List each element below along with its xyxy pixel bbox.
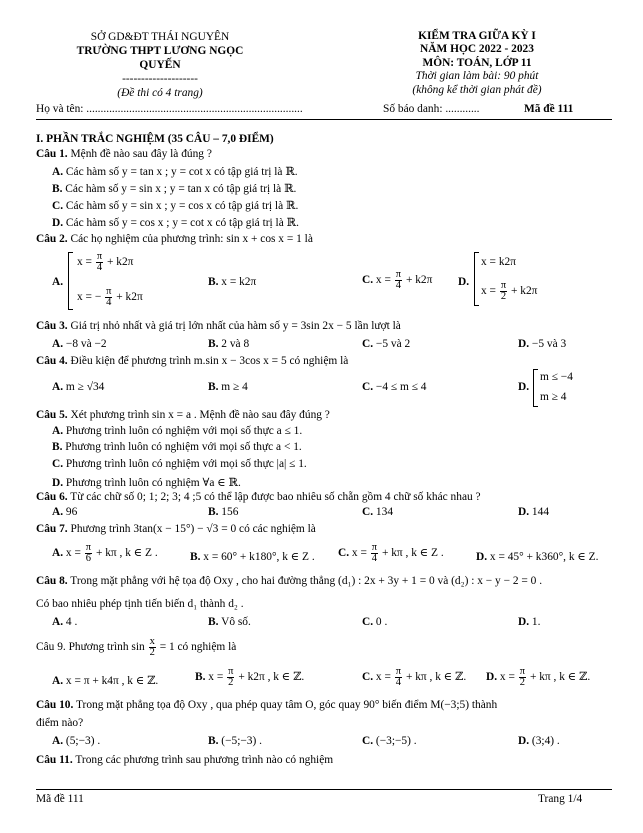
q2-a-line2: x = − $\frac{\pi}{4}$ + k2π	[77, 286, 143, 308]
q6-option-d: D. 144	[518, 506, 550, 518]
student-name-field: Họ và tên: ............................................................................	[36, 103, 303, 115]
section-title: I. PHẦN TRẮC NGHIỆM (35 CÂU – 7,0 ĐIỂM)	[36, 133, 274, 145]
q4-option-d-label: D.	[518, 381, 530, 393]
q5-option-b: B. Phương trình luôn có nghiệm với mọi số thực a < 1.	[52, 441, 302, 453]
page-count-note: (Đề thi có 4 trang)	[117, 87, 203, 99]
q9-option-a: A. x = π + k4π , k ∈ ℤ.	[52, 675, 159, 687]
q7-stem: Câu 7. Phương trình 3tan(x − 15°) − √3 = 0 có các nghiệm là	[36, 523, 316, 535]
q8-option-c: C. 0 .	[362, 616, 388, 628]
q6-stem: Câu 6. Từ các chữ số 0; 1; 2; 3; 4 ;5 có thể lập được bao nhiêu số chẵn gồm 4 chữ số khác nhau ?	[36, 491, 481, 503]
q10-option-b: B. (−5;−3) .	[208, 735, 262, 747]
q5-option-d: D. Phương trình luôn có nghiệm ∀a ∈ ℝ.	[52, 477, 241, 489]
q2-d-bracket	[474, 252, 479, 306]
department-name: SỞ GD&ĐT THÁI NGUYÊN	[90, 31, 230, 43]
exam-code: Mã đề 111	[524, 103, 574, 115]
q5-option-a: A. Phương trình luôn có nghiệm với mọi số thực a ≤ 1.	[52, 425, 303, 437]
header-left	[60, 30, 260, 100]
header-right	[372, 30, 582, 97]
exam-title: KIỂM TRA GIỮA KỲ I	[418, 30, 536, 42]
q10-option-d: D. (3;4) .	[518, 735, 560, 747]
q1-option-d: D. Các hàm số y = cos x ; y = cot x có tập giá trị là ℝ.	[52, 217, 299, 229]
q4-d-line2: m ≥ 4	[540, 391, 567, 403]
q5-option-c: C. Phương trình luôn có nghiệm với mọi số thực |a| ≤ 1.	[52, 458, 307, 470]
q4-option-c: C. −4 ≤ m ≤ 4	[362, 381, 427, 393]
q8-option-b: B. Vô số.	[208, 616, 251, 628]
q4-option-a: A. m ≥ √34	[52, 381, 105, 393]
q4-stem: Câu 4. Điều kiện để phương trình m.sin x − 3cos x = 5 có nghiệm là	[36, 355, 349, 367]
footer-exam-code: Mã đề 111	[36, 793, 84, 805]
q1-option-c: C. Các hàm số y = sin x ; y = cos x có tập giá trị là ℝ.	[52, 200, 299, 212]
header-rule	[36, 119, 612, 120]
q2-a-line1: x = $\frac{\pi}{4}$ + k2π	[77, 251, 134, 273]
q1-option-b: B. Các hàm số y = sin x ; y = tan x có tập giá trị là ℝ.	[52, 183, 297, 195]
q3-option-c: C. −5 và 2	[362, 338, 411, 350]
sbd-field: Số báo danh: ............	[383, 103, 480, 115]
q7-option-d: D. x = 45° + k360°, k ∈ Z.	[476, 551, 599, 563]
q2-stem: Câu 2. Các họ nghiệm của phương trình: sin x + cos x = 1 là	[36, 233, 313, 245]
q8-stem-2: Có bao nhiêu phép tịnh tiến biến d₁ thành d₂ .	[36, 598, 244, 610]
q10-option-a: A. (5;−3) .	[52, 735, 101, 747]
duration: Thời gian làm bài: 90 phút	[415, 70, 539, 83]
q2-a-bracket	[68, 252, 73, 310]
footer-page-number: Trang 1/4	[538, 793, 583, 805]
q2-option-c: C. x = $\frac{\pi}{4}$ + k2π	[362, 269, 433, 291]
q2-option-a-label: A.	[52, 276, 64, 288]
q2-option-d-label: D.	[458, 276, 470, 288]
q2-d-line1: x = k2π	[481, 256, 516, 268]
q6-option-b: B. 156	[208, 506, 239, 518]
q5-stem: Câu 5. Xét phương trình sin x = a . Mệnh đề nào sau đây đúng ?	[36, 409, 330, 421]
school-year: NĂM HỌC 2022 - 2023	[420, 43, 534, 56]
school-name: TRƯỜNG THPT LƯƠNG NGỌC QUYẾN	[76, 45, 244, 71]
q9-option-d: D. x = $\frac{\pi}{2}$ + kπ , k ∈ ℤ.	[486, 666, 591, 688]
q9-stem: Câu 9. Phương trình sin $\frac{x}{2}$ = 1 có nghiệm là	[36, 636, 237, 658]
q7-option-b: B. x = 60° + k180°, k ∈ Z .	[190, 551, 315, 563]
q7-option-a: A. x = $\frac{\pi}{6}$ + kπ , k ∈ Z .	[52, 542, 158, 564]
q4-d-bracket	[533, 369, 538, 407]
header-dashes: --------------------	[122, 73, 198, 85]
q7-option-c: C. x = $\frac{\pi}{4}$ + kπ , k ∈ Z .	[338, 542, 444, 564]
q8-stem-1: Câu 8. Trong mặt phẳng với hệ tọa độ Oxy , cho hai đường thẳng (d₁) : 2x + 3y + 1 = 0 và (d₂) : x − y − 2 = 0 .	[36, 575, 543, 587]
q3-option-a: A. −8 và −2	[52, 338, 107, 350]
q1-option-a: A. Các hàm số y = tan x ; y = cot x có tập giá trị là ℝ.	[52, 166, 298, 178]
q8-option-a: A. 4 .	[52, 616, 78, 628]
q2-option-b: B. x = k2π	[208, 276, 257, 288]
duration-note: (không kể thời gian phát đề)	[412, 83, 542, 96]
q3-stem: Câu 3. Giá trị nhỏ nhất và giá trị lớn nhất của hàm số y = 3sin 2x − 5 lần lượt là	[36, 320, 401, 332]
q3-option-b: B. 2 và 8	[208, 338, 250, 350]
q2-d-line2: x = $\frac{\pi}{2}$ + k2π	[481, 280, 538, 302]
footer-rule	[36, 789, 612, 790]
q10-stem-2: điểm nào?	[36, 717, 84, 729]
q4-option-b: B. m ≥ 4	[208, 381, 248, 393]
q9-option-b: B. x = $\frac{\pi}{2}$ + k2π , k ∈ ℤ.	[195, 666, 305, 688]
q3-option-d: D. −5 và 3	[518, 338, 567, 350]
q6-option-a: A. 96	[52, 506, 78, 518]
q10-option-c: C. (−3;−5) .	[362, 735, 417, 747]
subject: MÔN: TOÁN, LỚP 11	[422, 56, 532, 69]
q1-stem: Câu 1. Mệnh đề nào sau đây là đúng ?	[36, 148, 212, 160]
q4-d-line1: m ≤ −4	[540, 371, 573, 383]
q10-stem-1: Câu 10. Trong mặt phẳng tọa độ Oxy , qua phép quay tâm O, góc quay 90° biến điểm M(−3;5) thành	[36, 699, 498, 711]
q6-option-c: C. 134	[362, 506, 394, 518]
q9-option-c: C. x = $\frac{\pi}{4}$ + kπ , k ∈ ℤ.	[362, 666, 467, 688]
q8-option-d: D. 1.	[518, 616, 541, 628]
q11-stem: Câu 11. Trong các phương trình sau phương trình nào có nghiệm	[36, 754, 334, 766]
